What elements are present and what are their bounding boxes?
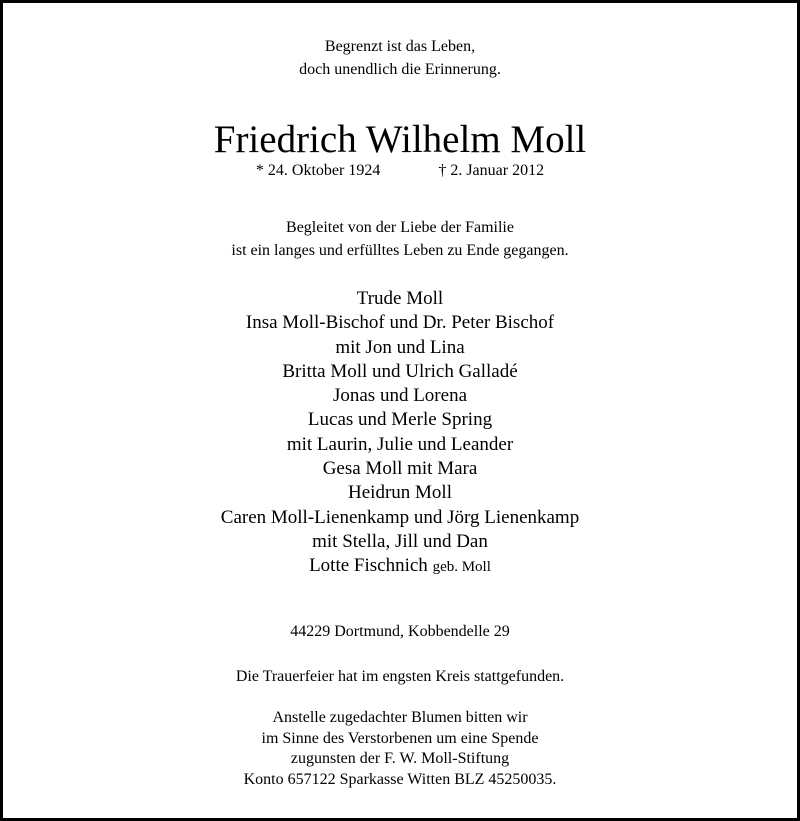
motto <box>0 35 800 81</box>
death-date: † 2. Januar 2012 <box>438 162 545 179</box>
donation-line: im Sinne des Verstorbenen um eine Spende <box>261 729 539 747</box>
intro-text <box>0 216 800 262</box>
family-line: Britta Moll und Ulrich Galladé <box>282 360 518 382</box>
family-line: mit Laurin, Julie und Leander <box>286 433 514 455</box>
family-line-last <box>0 554 800 579</box>
funeral-note <box>0 667 800 687</box>
motto-line-2: doch unendlich die Erinnerung. <box>299 61 501 78</box>
family-list <box>0 287 800 580</box>
family-line: Lucas und Merle Spring <box>307 409 493 431</box>
birth-date: * 24. Oktober 1924 <box>255 162 381 179</box>
donation-note <box>0 708 800 790</box>
deceased-name <box>0 117 800 163</box>
family-line: Heidrun Moll <box>348 482 452 504</box>
funeral-note-text: Die Trauerfeier hat im engsten Kreis stattgefunden. <box>235 668 565 685</box>
family-line: mit Stella, Jill und Dan <box>312 530 488 552</box>
motto-line-1: Begrenzt ist das Leben, <box>324 38 476 55</box>
family-last-suffix: geb. Moll <box>432 559 491 576</box>
family-line: Trude Moll <box>356 288 444 309</box>
address <box>0 622 800 642</box>
family-line: Caren Moll-Lienenkamp und Jörg Lienenkamp <box>220 506 580 528</box>
family-line: Insa Moll-Bischof und Dr. Peter Bischof <box>245 312 555 334</box>
deceased-name-text: Friedrich Wilhelm Moll <box>213 118 587 161</box>
donation-line: Konto 657122 Sparkasse Witten BLZ 45250035. <box>243 770 557 788</box>
family-line: Jonas und Lorena <box>332 385 468 407</box>
family-line: mit Jon und Lina <box>335 336 465 358</box>
address-text: 44229 Dortmund, Kobbendelle 29 <box>290 623 510 640</box>
family-last-name: Lotte Fischnich <box>309 555 428 577</box>
donation-line: zugunsten der F. W. Moll-Stiftung <box>290 750 510 767</box>
donation-line: Anstelle zugedachter Blumen bitten wir <box>272 709 528 726</box>
life-dates <box>0 161 800 181</box>
intro-line-2: ist ein langes und erfülltes Leben zu Ende gegangen. <box>231 242 569 259</box>
intro-line-1: Begleitet von der Liebe der Familie <box>286 219 514 236</box>
family-line: Gesa Moll mit Mara <box>322 458 478 480</box>
